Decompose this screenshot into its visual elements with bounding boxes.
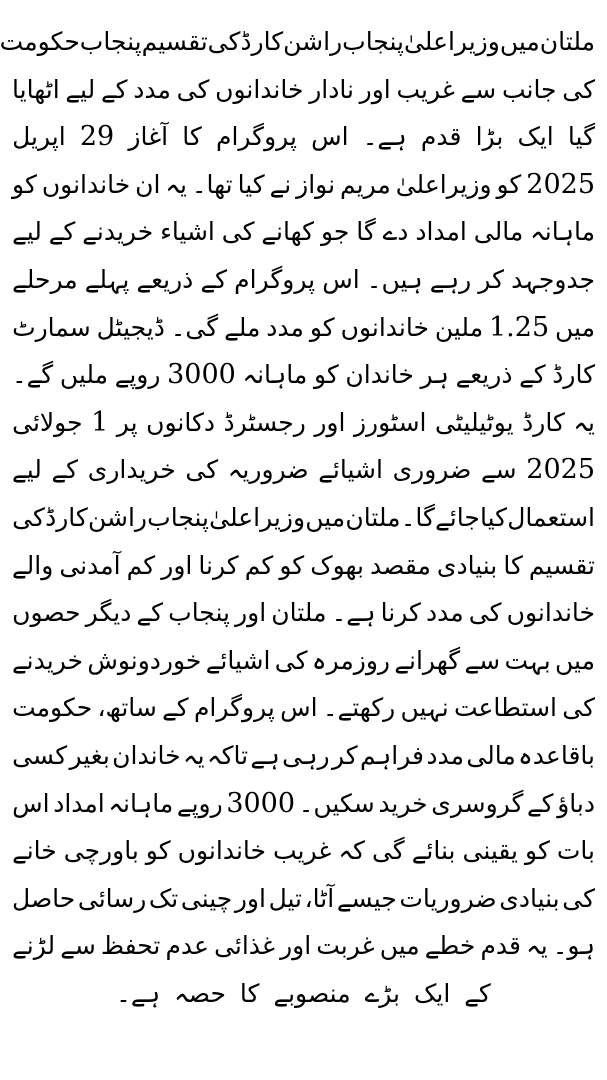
word-token: رہے [429,264,472,294]
word-token: تحفظ [100,931,161,961]
word-token: ماہانہ [242,360,308,390]
word-token: اور [314,407,346,437]
word-token: گی [371,836,405,866]
word-token: حصہ [174,978,226,1008]
word-token: میں [379,931,420,961]
word-token: اور [234,883,266,913]
text-line-inner [12,256,595,304]
word-token: روپے [176,788,223,818]
word-token: کی [274,645,308,675]
word-token: اٹھایا [12,74,60,104]
word-token: حصوں [12,598,81,628]
word-token: سمارٹ [12,312,91,342]
word-token: نہیں [400,693,449,723]
word-token: کیا [237,169,265,199]
word-token: ملتان [345,502,401,532]
word-token: میں [305,502,346,532]
word-token: لیے [65,74,96,104]
word-token: ہو۔ [552,931,595,961]
word-token: مرحلے [12,264,78,294]
word-token: بغیر [69,740,110,770]
word-token: کر [331,740,358,770]
word-token: ملے [224,312,261,342]
word-token: ہے [250,740,280,770]
word-token: خاندانوں [41,169,131,199]
word-token: کا [503,550,523,580]
word-token: یہ [165,169,187,199]
text-line [12,351,595,399]
word-token: مدد [426,740,464,770]
word-token: بھوک [310,550,364,580]
word-token: کی [468,598,502,628]
word-token: کے [519,360,546,390]
word-token: یہ [182,740,205,770]
word-token: میں [555,312,595,342]
text-line [12,161,595,209]
word-token: جولائی [12,407,83,437]
word-token: نادار [309,74,354,104]
word-token: یقینی [462,836,519,866]
word-token: جدوجہد [511,264,595,294]
word-token: خطے [424,931,476,961]
word-token: تاکہ [206,740,249,770]
word-token: وزیراعلیٰ [209,502,306,532]
text-line [12,399,595,447]
word-token: گروسری [431,788,524,818]
word-token: اسٹورز [353,407,427,437]
text-line [12,780,595,828]
word-token: خریدنے [82,217,154,247]
word-token: ماہانہ [530,217,595,247]
word-token: پروگرام [234,264,316,294]
word-token: گے۔ [12,360,54,390]
word-token: ایک [414,978,451,1008]
word-token: کارڈ [240,27,284,56]
word-token: نواز [296,169,336,199]
word-token: خاندان [112,740,181,770]
word-token: استعمال [507,502,595,532]
word-token: بات [556,836,595,866]
word-token: کم [126,550,156,580]
word-token: کی [207,27,241,56]
text-line-inner [12,875,595,923]
word-token: رہی [282,740,330,770]
word-token: ملتان [271,598,327,628]
word-token: کر [478,264,504,294]
word-token: روپے [114,360,161,390]
numeric-token: 29 [79,121,115,153]
word-token: اور [280,931,312,961]
text-line-inner [12,780,595,828]
word-token: پروگرام [193,693,275,723]
word-token: تقسیم [528,550,595,580]
word-token: کا [182,122,202,152]
word-token: کو [496,169,522,199]
word-token: والے [12,550,54,580]
text-line-inner [12,542,595,590]
text-line-inner [12,208,595,256]
word-token: رکھتے۔ [322,693,396,723]
text-line-inner [12,494,595,542]
text-line-inner [0,18,595,66]
word-token: کے [162,693,189,723]
word-token: سے [464,645,501,675]
word-token: کرنا [198,550,239,580]
word-token: اشیائے [205,645,271,675]
text-line [12,542,595,590]
word-token: کارڈ [552,360,595,390]
word-token: مریم [339,169,391,199]
text-line [12,732,595,780]
word-token: غذائی [214,931,275,961]
word-token: بہت [504,645,551,675]
word-token: کے [100,74,128,104]
text-line [12,827,595,875]
word-token: خاندان [345,360,414,390]
word-token: ضروریات [399,883,497,913]
numeric-token: 3000 [226,787,296,819]
word-token: مدد [133,74,171,104]
word-token: گی۔ [170,312,219,342]
word-token: اس [311,122,349,152]
text-line-inner [12,161,595,209]
word-token: خاندانوں [177,836,266,866]
word-token: روزمرہ [311,645,390,675]
word-token: خریدنے [12,645,83,675]
word-token: کو [145,836,171,866]
word-token: ہے۔ [116,978,161,1008]
word-token: باقاعدہ [518,740,595,770]
numeric-token: 2025 [526,454,595,486]
text-line [12,922,595,970]
word-token: کی [221,217,255,247]
word-token: تک [148,883,179,913]
word-token: گیا [567,122,595,152]
word-token: کی [12,502,45,532]
word-token: ہے۔ [362,122,407,152]
word-token: حکومت [0,27,80,56]
word-token: یہ [573,407,595,437]
text-line-inner [12,970,595,1018]
word-token: مدد [266,312,304,342]
word-token: کے [464,978,491,1008]
word-token: آمدنی [59,550,121,580]
word-token: لیے [12,217,42,247]
word-token: تقسیم [141,27,208,56]
word-token: امداد [53,788,105,818]
word-token: لڑنے [12,931,56,961]
word-token: کرنا [380,598,421,628]
word-token: آٹا، [304,883,335,913]
text-line [12,66,595,114]
word-token: ملین [434,312,484,342]
word-token: راشن [283,27,343,56]
word-token: اور [235,598,267,628]
text-line [12,684,595,732]
numeric-token: 2025 [526,168,595,200]
word-token: کے [136,598,164,628]
word-token: نے [269,169,292,199]
text-line-inner [12,922,595,970]
word-token: کو [313,360,339,390]
word-token: کے [200,264,227,294]
word-token: گا۔ [400,502,435,532]
text-line [12,113,595,161]
word-token: راشن [87,502,147,532]
word-token: سے [481,455,517,485]
word-token: غریب [396,74,455,104]
word-token: ذریعے [455,360,513,390]
word-token: اشیاء [160,217,215,247]
text-line [12,637,595,685]
word-token: ملتان [539,27,595,56]
word-token: جیسے [336,883,397,913]
word-token: امداد [415,217,467,247]
word-token: کی [562,883,595,913]
word-token: کے [51,455,79,485]
word-token: پنجاب [342,27,404,56]
word-token: کے [527,788,554,818]
text-line-inner [12,113,595,161]
word-token: خرید [378,788,428,818]
word-token: میں [555,645,595,675]
text-line [12,208,595,256]
word-token: ذریعے [136,264,194,294]
word-token: کی [185,455,219,485]
text-line [12,494,595,542]
text-line-inner [12,446,595,494]
word-token: گھرانے [394,645,461,675]
word-token: پروگرام [215,122,297,152]
word-token: اس [12,788,50,818]
word-token: قدم [480,931,522,961]
word-token: ایک [517,122,554,152]
text-line-inner [12,589,595,637]
word-token: خاندانوں [506,598,595,628]
word-token: کھانے [261,217,315,247]
word-token: بنیادی [499,883,560,913]
word-token: کو [525,836,550,866]
word-token: اس [280,693,318,723]
word-token: کی [176,74,210,104]
word-token: سے [460,74,497,104]
word-token: دے [382,217,409,247]
word-token: ہیں۔ [366,264,423,294]
word-token: جائے [435,502,480,532]
text-line [12,304,595,352]
word-token: تھا۔ [191,169,233,199]
word-token: خاندانوں [340,312,429,342]
word-token: بڑے [364,978,400,1008]
text-line [12,256,595,304]
word-token: کہ [338,836,365,866]
text-line-inner [12,351,595,399]
word-token: رسائی [77,883,147,913]
word-token: میں [499,27,540,56]
word-token: کارڈ [522,407,565,437]
word-token: وزیراعلیٰ [395,169,492,199]
word-token: لیے [12,455,42,485]
word-token: جو [320,217,350,247]
word-token: مدد [426,598,464,628]
word-token: یوٹیلیٹی [435,407,514,437]
numeric-token: 1.25 [489,311,550,343]
word-token: یہ [526,931,548,961]
text-line-inner [12,637,595,685]
word-token: ہر [420,360,449,390]
word-token: ضروریہ [227,455,309,485]
word-token: دباؤ [557,788,595,818]
word-token: کو [12,169,37,199]
word-token: خانے [12,836,57,866]
word-token: کا [239,978,260,1008]
word-token: ملیں [59,360,109,390]
word-token: ڈیجیٹل [96,312,165,342]
text-line-inner [12,66,595,114]
word-token: کی [562,74,595,104]
word-token: بڑا [475,122,504,152]
word-token: کو [279,550,305,580]
word-token: عدم [165,931,209,961]
word-token: پنجاب [168,598,230,628]
word-token: استطاعت [453,693,557,723]
numeric-token: 3000 [167,359,236,391]
word-token: آغاز [128,122,169,152]
word-token: مالی [466,740,516,770]
word-token: سکیں۔ [298,788,375,818]
word-token: بنیادی [436,550,498,580]
text-line-inner [12,399,595,447]
article-text-body [0,18,595,1017]
word-token: کارڈ [45,502,88,532]
text-line-inner [12,827,595,875]
word-token: منصوبے [273,978,351,1008]
word-token: پہلے [84,264,130,294]
word-token: کیا [480,502,508,532]
word-token: پنجاب [79,27,142,56]
word-token: کم [244,550,274,580]
text-line-inner [12,304,595,352]
word-token: اشیائے [318,455,383,485]
word-token: کسی [12,740,68,770]
word-token: ضروری [392,455,472,485]
text-line-inner [12,684,595,732]
word-token: اس [322,264,360,294]
word-token: بنائے [411,836,456,866]
text-line-inner [12,732,595,780]
word-token: اور [161,550,193,580]
word-token: ان [135,169,161,199]
word-token: غریب [273,836,332,866]
text-line [0,18,595,66]
word-token: قدم [420,122,462,152]
word-token: کو [309,312,335,342]
word-token: تیل [268,883,302,913]
numeric-token: 1 [91,406,109,438]
text-line [12,970,595,1018]
word-token: مالی [473,217,524,247]
word-token: اور [359,74,391,104]
word-token: کی [562,693,595,723]
word-token: اپریل [12,122,66,152]
word-token: دیگر [85,598,132,628]
word-token: غربت [316,931,375,961]
word-token: پنجاب [147,502,209,532]
word-token: وزیراعلیٰ [403,27,500,56]
text-line [12,446,595,494]
word-token: حکومت [12,693,93,723]
word-token: سے [60,931,96,961]
word-token: جانب [501,74,557,104]
text-line [12,589,595,637]
word-token: خاندانوں [215,74,304,104]
word-token: ماہانہ [108,788,174,818]
word-token: کے [48,217,76,247]
text-line [12,875,595,923]
word-token: خریداری [87,455,176,485]
word-token: رجسٹرڈ [223,407,306,437]
word-token: ہے۔ [331,598,376,628]
word-token: باورچی [63,836,139,866]
word-token: حاصل [12,883,76,913]
word-token: چینی [180,883,233,913]
word-token: فراہم [360,740,424,770]
word-token: دکانوں [146,407,215,437]
word-token: گا [356,217,376,247]
word-token: پر [116,407,138,437]
word-token: خوردونوش [87,645,202,675]
word-token: ساتھ، [97,693,157,723]
word-token: مقصد [370,550,431,580]
